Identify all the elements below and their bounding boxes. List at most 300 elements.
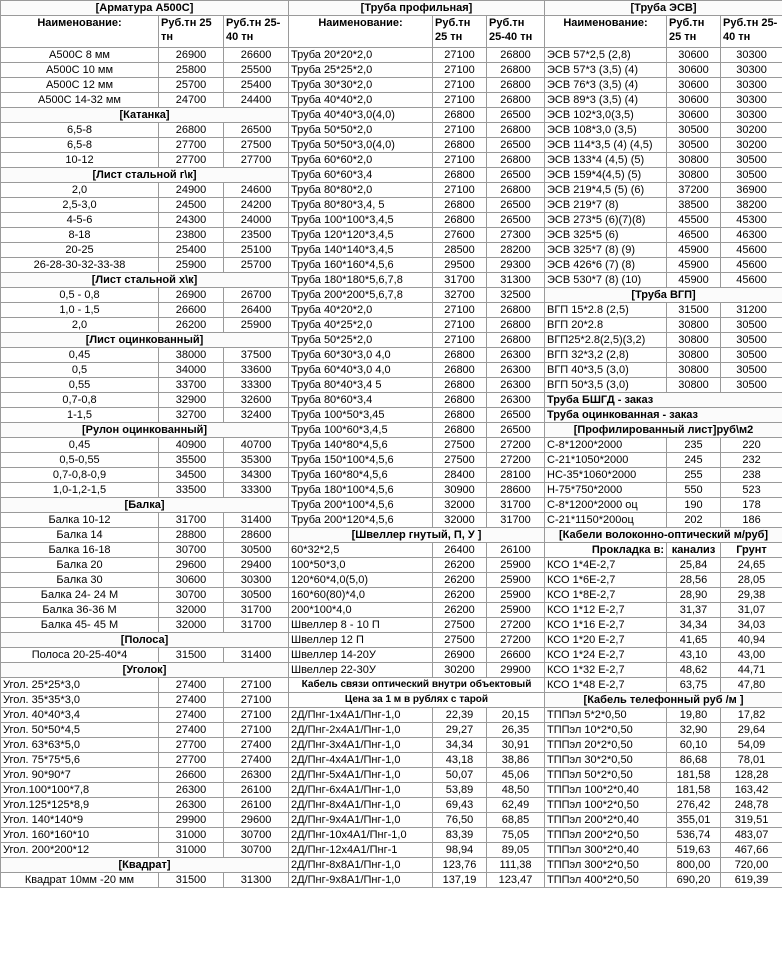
price-25t: 53,89 <box>433 783 487 798</box>
item-name: Труба 140*80*4,5,6 <box>289 438 433 453</box>
section-title: [Рулон оцинкованный] <box>1 423 289 438</box>
price-25t: 27100 <box>433 78 487 93</box>
price-25t: 26200 <box>433 603 487 618</box>
item-name: ВГП25*2.8(2,5)(3,2) <box>545 333 667 348</box>
price-25-40t: 37500 <box>224 348 289 363</box>
table-row <box>289 843 545 858</box>
item-name: 1,0-1,2-1,5 <box>1 483 159 498</box>
price-25t: 29500 <box>433 258 487 273</box>
section-header <box>1 108 289 123</box>
table-row <box>289 138 545 153</box>
item-name: А500С 14-32 мм <box>1 93 159 108</box>
section-title: [Труба ВГП] <box>545 288 782 303</box>
section-header <box>289 1 545 16</box>
item-name: ЭСВ 530*7 (8) (10) <box>545 273 667 288</box>
table-row <box>289 378 545 393</box>
price-25-40t: 26100 <box>224 783 289 798</box>
item-name: С-21*1150*200оц <box>545 513 667 528</box>
table-row <box>1 753 289 768</box>
price-25-40t: 24,65 <box>721 558 782 573</box>
item-name: 0,5-0,55 <box>1 453 159 468</box>
price-25t: 690,20 <box>667 873 721 888</box>
price-25t: 45900 <box>667 243 721 258</box>
table-row <box>545 678 782 693</box>
item-name: 2Д/Пнг-3х4А1/Пнг-1,0 <box>289 738 433 753</box>
item-name: Угол. 35*35*3,0 <box>1 693 159 708</box>
table-row <box>1 123 289 138</box>
column-rebar-sheet-steel <box>0 0 288 888</box>
item-name: ЭСВ 273*5 (6)(7)(8) <box>545 213 667 228</box>
price-25t: 30600 <box>667 63 721 78</box>
table-row <box>545 273 782 288</box>
section-title: [Швеллер гнутый, П, У ] <box>289 528 545 543</box>
table-row <box>545 558 782 573</box>
item-name: Труба 60*60*2,0 <box>289 153 433 168</box>
section-title: [Лист стальной г\к] <box>1 168 289 183</box>
price-25-40t: 30500 <box>721 363 782 378</box>
table-row <box>545 153 782 168</box>
table-row <box>289 408 545 423</box>
table-row <box>545 588 782 603</box>
price-25-40t: 26300 <box>224 768 289 783</box>
price-25-40t: 31200 <box>721 303 782 318</box>
price-25t: 27500 <box>433 618 487 633</box>
table-row <box>545 633 782 648</box>
price-25t: 31000 <box>159 843 224 858</box>
item-name: Балка 20 <box>1 558 159 573</box>
price-25-40t: 35300 <box>224 453 289 468</box>
item-name: Труба 80*80*2,0 <box>289 183 433 198</box>
item-name: 2Д/Пнг-2х4А1/Пнг-1,0 <box>289 723 433 738</box>
price-25t: 31500 <box>667 303 721 318</box>
price-25-40t: 30300 <box>721 78 782 93</box>
price-25t: 25400 <box>159 243 224 258</box>
table-row <box>545 348 782 363</box>
price-25-40t: 26800 <box>487 318 545 333</box>
price-25-40t: 26600 <box>487 648 545 663</box>
table-row <box>1 93 289 108</box>
price-25t: 34,34 <box>433 738 487 753</box>
table-row <box>1 618 289 633</box>
price-25-40t: 36900 <box>721 183 782 198</box>
item-name: 1-1,5 <box>1 408 159 423</box>
price-25-40t: 31400 <box>224 648 289 663</box>
item-name: Балка 16-18 <box>1 543 159 558</box>
item-name: ЭСВ 114*3,5 (4) (4,5) <box>545 138 667 153</box>
item-name: А500С 12 мм <box>1 78 159 93</box>
item-name: 2Д/Пнг-10х4А1/Пнг-1,0 <box>289 828 433 843</box>
price-25-40t: 27100 <box>224 708 289 723</box>
price-25-40t: 29,64 <box>721 723 782 738</box>
item-name: ЭСВ 76*3 (3,5) (4) <box>545 78 667 93</box>
table-row <box>545 168 782 183</box>
price-25t: 26800 <box>433 378 487 393</box>
table-row <box>1 738 289 753</box>
price-25t: 24500 <box>159 198 224 213</box>
price-25-40t: 248,78 <box>721 798 782 813</box>
price-25-40t: 27200 <box>487 633 545 648</box>
table-row <box>1 513 289 528</box>
price-25-40t: 25900 <box>487 588 545 603</box>
price-25t: 63,75 <box>667 678 721 693</box>
price-25-40t: 28,05 <box>721 573 782 588</box>
price-25-40t: 26500 <box>224 123 289 138</box>
price-25-40t: 26400 <box>224 303 289 318</box>
price-25-40t: 26800 <box>487 303 545 318</box>
section-title: [Лист оцинкованный] <box>1 333 289 348</box>
price-25t: 27500 <box>433 438 487 453</box>
price-25-40t: 483,07 <box>721 828 782 843</box>
table-row <box>289 783 545 798</box>
item-name: 0,45 <box>1 438 159 453</box>
table-row <box>289 858 545 873</box>
section-header <box>545 528 782 543</box>
price-25-40t: 27400 <box>224 753 289 768</box>
item-name: ТППэл 30*2*0,50 <box>545 753 667 768</box>
table-row <box>1 828 289 843</box>
table-row <box>289 273 545 288</box>
price-25t: 27100 <box>433 48 487 63</box>
price-25t: 27400 <box>159 708 224 723</box>
price-25t: 30600 <box>667 48 721 63</box>
table-row <box>289 573 545 588</box>
table-row <box>545 648 782 663</box>
item-name: Труба 180*180*5,6,7,8 <box>289 273 433 288</box>
table-row <box>289 663 545 678</box>
price-25-40t: 32500 <box>487 288 545 303</box>
table-row <box>545 138 782 153</box>
price-25-40t: 27100 <box>224 678 289 693</box>
table-row <box>289 93 545 108</box>
section-title: [Профилированный лист]руб\м2 <box>545 423 782 438</box>
column-profile-pipe-cable <box>288 0 544 888</box>
table-row <box>545 603 782 618</box>
price-25t: 355,01 <box>667 813 721 828</box>
item-name: 2Д/Пнг-5х4А1/Пнг-1,0 <box>289 768 433 783</box>
item-name: Балка 24- 24 М <box>1 588 159 603</box>
item-name: С-8*1200*2000 оц <box>545 498 667 513</box>
item-name: 2Д/Пнг-8х8А1/Пнг-1,0 <box>289 858 433 873</box>
price-25-40t: 30700 <box>224 843 289 858</box>
header-price-25-40t: Руб.тн 25-40 тн <box>224 16 289 48</box>
price-25-40t: 25900 <box>487 558 545 573</box>
price-25-40t: 46300 <box>721 228 782 243</box>
price-25-40t: 26800 <box>487 63 545 78</box>
item-name: А500С 10 мм <box>1 63 159 78</box>
table-row <box>1 243 289 258</box>
table-row <box>545 723 782 738</box>
price-25-40t: 28600 <box>224 528 289 543</box>
price-25t: 60,10 <box>667 738 721 753</box>
price-25t: 26600 <box>159 768 224 783</box>
item-name: Балка 10-12 <box>1 513 159 528</box>
price-25t: 32000 <box>159 618 224 633</box>
price-25-40t: 33300 <box>224 483 289 498</box>
price-25t: 43,10 <box>667 648 721 663</box>
item-name: ЭСВ 133*4 (4,5) (5) <box>545 153 667 168</box>
item-name: ЭСВ 219*7 (8) <box>545 198 667 213</box>
price-25t: 30600 <box>667 108 721 123</box>
table-row <box>1 873 289 888</box>
item-name: Угол. 140*140*9 <box>1 813 159 828</box>
table-row <box>545 333 782 348</box>
section-title: [Труба ЭСВ] <box>545 1 782 16</box>
price-25t: 26800 <box>433 408 487 423</box>
price-25t: 40900 <box>159 438 224 453</box>
section-header <box>545 423 782 438</box>
price-25-40t: 27300 <box>487 228 545 243</box>
price-25-40t: 24000 <box>224 213 289 228</box>
price-25t: 26300 <box>159 783 224 798</box>
item-name: Труба 120*120*3,4,5 <box>289 228 433 243</box>
price-25-40t: 26800 <box>487 78 545 93</box>
section-header <box>1 168 289 183</box>
price-25t: 30900 <box>433 483 487 498</box>
price-25t: 86,68 <box>667 753 721 768</box>
price-25-40t: 62,49 <box>487 798 545 813</box>
price-25t: 45900 <box>667 258 721 273</box>
header-price-25-40t: Руб.тн 25-40 тн <box>721 16 782 48</box>
item-name: ЭСВ 89*3 (3,5) (4) <box>545 93 667 108</box>
price-25-40t: 33300 <box>224 378 289 393</box>
price-25t: 32900 <box>159 393 224 408</box>
price-25t: 26200 <box>433 588 487 603</box>
price-25t: 30800 <box>667 363 721 378</box>
section-header <box>1 273 289 288</box>
item-name: Угол. 40*40*3,4 <box>1 708 159 723</box>
price-25t: 76,50 <box>433 813 487 828</box>
item-name: 0,55 <box>1 378 159 393</box>
price-25t: 26400 <box>433 543 487 558</box>
table-row <box>1 723 289 738</box>
section-title: Кабель связи оптический внутри объектовый <box>289 678 545 693</box>
item-name: 0,5 <box>1 363 159 378</box>
price-25-40t: 30300 <box>721 108 782 123</box>
item-name: ТППэл 100*2*0,40 <box>545 783 667 798</box>
item-name: 6,5-8 <box>1 138 159 153</box>
price-25-40t: 27400 <box>224 738 289 753</box>
price-25t: 27100 <box>433 123 487 138</box>
table-row <box>1 363 289 378</box>
table-row <box>545 843 782 858</box>
price-25-40t: 26,35 <box>487 723 545 738</box>
price-25t: 27100 <box>433 153 487 168</box>
price-25-40t: 26100 <box>487 543 545 558</box>
item-name: Угол. 75*75*5,6 <box>1 753 159 768</box>
price-25-40t: 25100 <box>224 243 289 258</box>
price-25t: 30800 <box>667 348 721 363</box>
item-name: 2Д/Пнг-6х4А1/Пнг-1,0 <box>289 783 433 798</box>
item-name: Труба 40*20*2,0 <box>289 303 433 318</box>
price-25-40t: 29600 <box>224 813 289 828</box>
table-row <box>289 633 545 648</box>
item-name: КСО 1*4Е-2,7 <box>545 558 667 573</box>
table-row <box>545 78 782 93</box>
header-ground: Грунт <box>721 543 782 558</box>
price-25-40t: 238 <box>721 468 782 483</box>
price-25t: 26800 <box>433 393 487 408</box>
price-25t: 30500 <box>667 123 721 138</box>
price-25t: 26800 <box>433 423 487 438</box>
section-title: [Квадрат] <box>1 858 289 873</box>
table-row <box>289 348 545 363</box>
price-25t: 37200 <box>667 183 721 198</box>
item-name: Труба 40*40*2,0 <box>289 93 433 108</box>
item-name: Труба 160*160*4,5,6 <box>289 258 433 273</box>
table-row <box>545 753 782 768</box>
item-name: С-21*1050*2000 <box>545 453 667 468</box>
item-name: КСО 1*8Е-2,7 <box>545 588 667 603</box>
header-price-25t: Руб.тн 25 тн <box>433 16 487 48</box>
section-title: [Балка] <box>1 498 289 513</box>
table-row <box>545 198 782 213</box>
item-name: ТППэл 200*2*0,40 <box>545 813 667 828</box>
price-25-40t: 232 <box>721 453 782 468</box>
price-25-40t: 29300 <box>487 258 545 273</box>
price-25-40t: 23500 <box>224 228 289 243</box>
item-name: КСО 1*20 Е-2,7 <box>545 633 667 648</box>
price-25-40t: 68,85 <box>487 813 545 828</box>
table-row <box>289 243 545 258</box>
table-row <box>289 393 545 408</box>
price-25t: 32700 <box>433 288 487 303</box>
price-25t: 27100 <box>433 303 487 318</box>
table-row <box>1 438 289 453</box>
price-25-40t: 25900 <box>487 573 545 588</box>
price-25-40t: 30500 <box>721 378 782 393</box>
item-name: ВГП 32*3,2 (2,8) <box>545 348 667 363</box>
price-25t: 35500 <box>159 453 224 468</box>
price-25t: 83,39 <box>433 828 487 843</box>
item-name: Швеллер 8 - 10 П <box>289 618 433 633</box>
price-25-40t: 30500 <box>224 588 289 603</box>
item-name: ЭСВ 57*3 (3,5) (4) <box>545 63 667 78</box>
section-title: [Труба профильная] <box>289 1 545 16</box>
table-row <box>289 198 545 213</box>
price-25t: 190 <box>667 498 721 513</box>
section-title: [Кабели волоконно-оптический м/руб] <box>545 528 782 543</box>
table-row <box>289 183 545 198</box>
price-25t: 32000 <box>159 603 224 618</box>
table-row <box>1 813 289 828</box>
section-title: Труба БШГД - заказ <box>545 393 782 408</box>
price-25-40t: 26500 <box>487 213 545 228</box>
section-header <box>1 333 289 348</box>
item-name: 0,7-0,8 <box>1 393 159 408</box>
price-25t: 202 <box>667 513 721 528</box>
price-25-40t: 319,51 <box>721 813 782 828</box>
item-name: Н-75*750*2000 <box>545 483 667 498</box>
table-row <box>545 468 782 483</box>
price-25-40t: 30500 <box>721 153 782 168</box>
item-name: КСО 1*16 Е-2,7 <box>545 618 667 633</box>
price-25-40t: 29900 <box>487 663 545 678</box>
item-name: 8-18 <box>1 228 159 243</box>
price-25t: 26800 <box>433 363 487 378</box>
price-25-40t: 45600 <box>721 273 782 288</box>
price-25-40t: 30700 <box>224 828 289 843</box>
table-row <box>289 798 545 813</box>
price-25-40t: 28100 <box>487 468 545 483</box>
item-name: ТППэл 300*2*0,40 <box>545 843 667 858</box>
price-25t: 69,43 <box>433 798 487 813</box>
item-name: ЭСВ 108*3,0 (3,5) <box>545 123 667 138</box>
price-25-40t: 30500 <box>721 333 782 348</box>
section-header <box>1 423 289 438</box>
price-25-40t: 89,05 <box>487 843 545 858</box>
price-25t: 235 <box>667 438 721 453</box>
price-25t: 30600 <box>159 573 224 588</box>
price-25t: 26800 <box>433 168 487 183</box>
price-25-40t: 26500 <box>487 423 545 438</box>
item-name: Труба 200*120*4,5,6 <box>289 513 433 528</box>
price-25-40t: 123,47 <box>487 873 545 888</box>
item-name: ЭСВ 159*4(4,5) (5) <box>545 168 667 183</box>
section-title: [Арматура А500С] <box>1 1 289 16</box>
table-row <box>289 108 545 123</box>
table-row <box>545 213 782 228</box>
table-row <box>1 798 289 813</box>
price-25-40t: 31300 <box>224 873 289 888</box>
item-name: Угол. 90*90*7 <box>1 768 159 783</box>
price-25-40t: 26100 <box>224 798 289 813</box>
column-header-row <box>545 16 782 48</box>
price-25t: 24300 <box>159 213 224 228</box>
table-row <box>545 798 782 813</box>
table-row <box>545 783 782 798</box>
item-name: Труба 200*200*5,6,7,8 <box>289 288 433 303</box>
price-25-40t: 78,01 <box>721 753 782 768</box>
price-25t: 26900 <box>159 48 224 63</box>
price-25-40t: 25500 <box>224 63 289 78</box>
item-name: Труба 50*25*2,0 <box>289 333 433 348</box>
item-name: НС-35*1060*2000 <box>545 468 667 483</box>
table-row <box>289 813 545 828</box>
section-header <box>545 408 782 423</box>
price-25t: 45900 <box>667 273 721 288</box>
table-row <box>1 288 289 303</box>
table-row <box>289 63 545 78</box>
price-25-40t: 45600 <box>721 258 782 273</box>
price-25-40t: 26700 <box>224 288 289 303</box>
price-25-40t: 30300 <box>721 63 782 78</box>
price-25t: 98,94 <box>433 843 487 858</box>
table-row <box>545 48 782 63</box>
table-row <box>545 123 782 138</box>
price-25-40t: 44,71 <box>721 663 782 678</box>
item-name: 2,5-3,0 <box>1 198 159 213</box>
item-name: Угол. 50*50*4,5 <box>1 723 159 738</box>
table-row <box>545 243 782 258</box>
price-25-40t: 26800 <box>487 48 545 63</box>
price-25t: 137,19 <box>433 873 487 888</box>
item-name: Труба 20*20*2,0 <box>289 48 433 63</box>
section-title: [Лист стальной х\к] <box>1 273 289 288</box>
header-laying: Прокладка в: <box>545 543 667 558</box>
price-25t: 31500 <box>159 873 224 888</box>
table-row <box>289 213 545 228</box>
price-25t: 24700 <box>159 93 224 108</box>
price-25-40t: 40,94 <box>721 633 782 648</box>
item-name: 120*60*4,0(5,0) <box>289 573 433 588</box>
section-header <box>545 288 782 303</box>
table-row <box>1 768 289 783</box>
item-name: Швеллер 22-30У <box>289 663 433 678</box>
item-name: ВГП 40*3,5 (3,0) <box>545 363 667 378</box>
price-25-40t: 26500 <box>487 168 545 183</box>
price-25-40t: 31700 <box>224 603 289 618</box>
price-25t: 31500 <box>159 648 224 663</box>
